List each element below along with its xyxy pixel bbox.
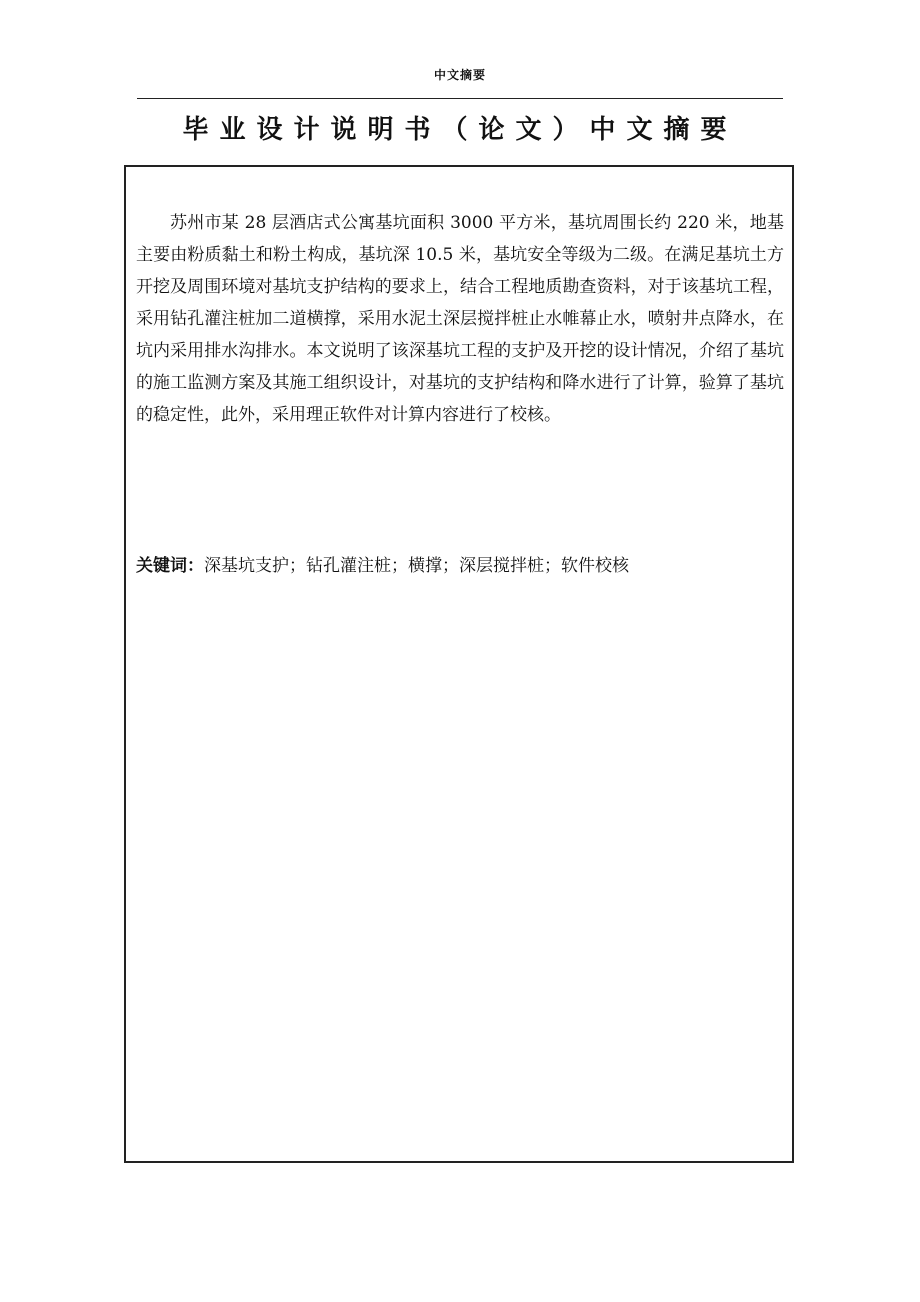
page-title: 毕业设计说明书（论文）中文摘要: [182, 115, 738, 145]
abstract-box: [124, 165, 794, 1163]
keywords-text: 深基坑支护；钻孔灌注桩；横撑；深层搅拌桩；软件校核: [204, 556, 629, 576]
running-header: 中文摘要: [433, 68, 486, 82]
header-rule: [137, 98, 783, 99]
keywords-line: [136, 550, 784, 582]
abstract-paragraph: 苏州市某 28 层酒店式公寓基坑面积 3000 平方米，基坑周围长约 220 米，地基主要由粉质黏土和粉土构成，基坑深 10.5 米，基坑安全等级为二级。在满足基坑土方开挖及周围环境对基坑支护结构的要求上，结合工程地质勘查资料，对于该基坑工程，采用钻孔灌注桩加二道横撑，采用水泥土深层搅拌桩止水帷幕止水，喷射井点降水，在坑内采用排水沟排水。本文说明了该深基坑工程的支护及开挖的设计情况，介绍了基坑的施工监测方案及其施工组织设计，对基坑的支护结构和降水进行了计算，验算了基坑的稳定性，此外，采用理正软件对计算内容进行了校核。: [136, 213, 784, 425]
keywords-label: 关键词：: [136, 556, 204, 576]
